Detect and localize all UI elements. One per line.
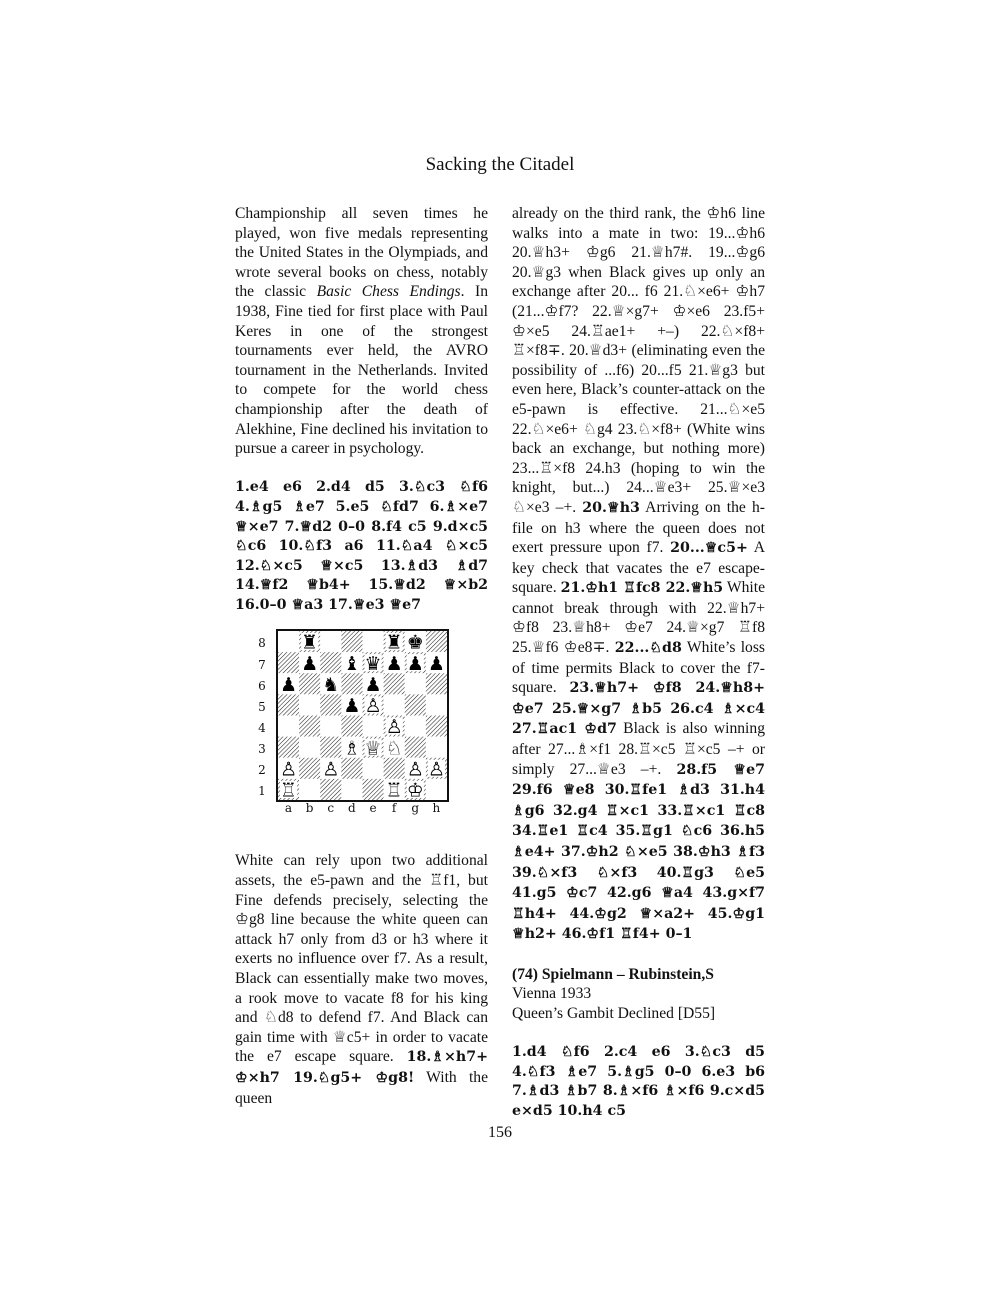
square-d6 bbox=[341, 674, 362, 695]
game-title: (74) Spielmann – Rubinstein,S bbox=[512, 965, 714, 983]
move-21-22: 21.♔h1 ♖fc8 22.♕h5 bbox=[560, 580, 724, 597]
square-e1 bbox=[363, 779, 384, 800]
square-c3 bbox=[320, 737, 341, 758]
piece-e3: ♕ bbox=[364, 737, 382, 760]
left-column bbox=[235, 204, 488, 1108]
square-a8 bbox=[278, 631, 299, 652]
piece-e6: ♟ bbox=[364, 674, 382, 697]
file-label-b: b bbox=[305, 801, 314, 816]
square-f5 bbox=[384, 695, 405, 716]
square-h8 bbox=[426, 631, 447, 652]
game-opening: Queen’s Gambit Declined [D55] bbox=[512, 1004, 716, 1022]
note-22-black: White’s loss of time permits Black to cover the f7-square. bbox=[512, 639, 765, 697]
square-a5 bbox=[278, 695, 299, 716]
file-label-c: c bbox=[327, 801, 335, 816]
piece-h7: ♟ bbox=[427, 653, 445, 676]
file-label-e: e bbox=[369, 801, 377, 816]
intro-text-a: Championship all seven times he played, won five medals representing the United States in the Olympiads, and wrote several books on chess, notably the classic bbox=[235, 205, 488, 301]
move-20-black: 20...♕c5+ bbox=[670, 540, 748, 557]
game-header bbox=[512, 965, 765, 1024]
rank-label-4: 4 bbox=[258, 720, 266, 735]
file-label-f: f bbox=[391, 801, 397, 816]
right-column bbox=[512, 204, 765, 1121]
analysis-tail: With the queen bbox=[235, 1069, 488, 1107]
piece-d5: ♟ bbox=[343, 695, 361, 718]
move-22-black: 22...♘d8 bbox=[614, 640, 682, 657]
square-h3 bbox=[426, 737, 447, 758]
file-label-d: d bbox=[348, 801, 356, 816]
square-a3 bbox=[278, 737, 299, 758]
square-f6 bbox=[384, 674, 405, 695]
chess-board bbox=[276, 629, 449, 802]
analysis-text: White can rely upon two additional assets, the e5-pawn and the ♖f1, but Fine defends precisely, selecting the ♔g8 line because the white queen can attack h7 only from d3 or h3 where it exerts no influence over f7. As a result, Black can essentially make two moves, a rook move to vacate f8 for his king and ♘d8 to defend f7. And Black can gain time with ♕c5+ in order to vacate the e7 escape square. bbox=[235, 852, 488, 1066]
piece-f4: ♙ bbox=[385, 716, 403, 739]
piece-f1: ♖ bbox=[385, 779, 403, 801]
square-b1 bbox=[299, 779, 320, 800]
square-d8 bbox=[341, 631, 362, 652]
piece-f8: ♜ bbox=[385, 632, 403, 655]
piece-a2: ♙ bbox=[280, 758, 298, 781]
intro-paragraph bbox=[235, 204, 488, 459]
square-g5 bbox=[405, 695, 426, 716]
square-h4 bbox=[426, 716, 447, 737]
square-d1 bbox=[341, 779, 362, 800]
square-e4 bbox=[363, 716, 384, 737]
piece-g1: ♔ bbox=[406, 779, 424, 801]
file-label-g: g bbox=[411, 801, 420, 816]
piece-f3: ♘ bbox=[385, 737, 403, 760]
piece-g7: ♟ bbox=[406, 653, 424, 676]
square-b6 bbox=[299, 674, 320, 695]
piece-h2: ♙ bbox=[427, 758, 445, 781]
square-b5 bbox=[299, 695, 320, 716]
square-a7 bbox=[278, 653, 299, 674]
move-28-46: 28.f5 ♕e7 29.f6 ♕e8 30.♖fe1 ♗d3 31.h4 ♗g6 32.g4 ♖×c1 33.♖×c1 ♖c8 34.♖e1 ♖c4 35.♖g1 ♘c6 36.h5 ♗e4+ 37.♔h2 ♘×e5 38.♔h3 ♗f3 39.♘×f3 ♘×f3 40.♖g3 ♘e5 41.g5 ♔c7 42.g6 ♕a4 43.g×f7 ♖h4+ 44.♔g2 ♕×a2+ 45.♔g1 ♕h2+ 46.♔f1 ♖f4+ 0–1 bbox=[512, 761, 765, 943]
rank-label-5: 5 bbox=[258, 699, 266, 714]
page-number: 156 bbox=[488, 1124, 512, 1141]
piece-a6: ♟ bbox=[280, 674, 298, 697]
square-d2 bbox=[341, 758, 362, 779]
analysis-moves: 18.♗×h7+ ♔×h7 19.♘g5+ ♔g8! bbox=[235, 1049, 488, 1086]
square-e2 bbox=[363, 758, 384, 779]
piece-b8: ♜ bbox=[301, 632, 319, 655]
running-head: Sacking the Citadel bbox=[425, 154, 575, 175]
piece-e5: ♙ bbox=[364, 695, 382, 718]
square-g4 bbox=[405, 716, 426, 737]
square-d4 bbox=[341, 716, 362, 737]
rank-label-1: 1 bbox=[258, 784, 266, 799]
square-h5 bbox=[426, 695, 447, 716]
chess-diagram bbox=[235, 623, 488, 843]
game-moves-opening: 1.e4 e6 2.d4 d5 3.♘c3 ♘f6 4.♗g5 ♗e7 5.e5 ♘fd7 6.♗×e7 ♕×e7 7.♕d2 0–0 8.f4 c5 9.d×c5 ♘c6 10.♘f3 a6 11.♘a4 ♘×c5 12.♘×c5 ♕×c5 13.♗d3 ♗d7 14.♕f2 ♕b4+ 15.♕d2 ♕×b2 16.0–0 ♕a3 17.♕e3 ♕e7 bbox=[235, 479, 488, 613]
game-moves-74: 1.d4 ♘f6 2.c4 e6 3.♘c3 d5 4.♘f3 ♗e7 5.♗g5 0–0 6.e3 b6 7.♗d3 ♗b7 8.♗×f6 ♗×f6 9.c×d5 e×d5 10.h4 c5 bbox=[512, 1043, 765, 1119]
square-b2 bbox=[299, 758, 320, 779]
square-g6 bbox=[405, 674, 426, 695]
square-h6 bbox=[426, 674, 447, 695]
note-20-black: A key check that vacates the e7 escape-square. bbox=[512, 539, 765, 597]
square-c5 bbox=[320, 695, 341, 716]
piece-d7: ♝ bbox=[343, 653, 361, 676]
square-b4 bbox=[299, 716, 320, 737]
rank-label-2: 2 bbox=[258, 763, 266, 778]
move-20: 20.♕h3 bbox=[582, 499, 640, 516]
rank-label-3: 3 bbox=[258, 742, 266, 757]
piece-c2: ♙ bbox=[322, 758, 340, 781]
square-b3 bbox=[299, 737, 320, 758]
analysis-paragraph bbox=[235, 851, 488, 1108]
square-c7 bbox=[320, 653, 341, 674]
file-label-a: a bbox=[284, 801, 293, 816]
note-22: White cannot break through with 22.♕h7+ ♔f8 23.♕h8+ ♔e7 24.♕×g7 ♖f8 25.♕f6 ♔e8∓. bbox=[512, 579, 766, 657]
piece-d3: ♗ bbox=[343, 737, 361, 760]
file-label-h: h bbox=[432, 801, 441, 816]
piece-g2: ♙ bbox=[406, 758, 424, 781]
square-c1 bbox=[320, 779, 341, 800]
piece-e7: ♛ bbox=[364, 653, 382, 676]
square-g3 bbox=[405, 737, 426, 758]
square-c8 bbox=[320, 631, 341, 652]
piece-f7: ♟ bbox=[385, 653, 403, 676]
rank-label-6: 6 bbox=[258, 678, 266, 693]
variation-paragraph bbox=[512, 204, 765, 945]
variation-text: already on the third rank, the ♔h6 line walks into a mate in two: 19...♔h6 20.♕h3+ ♔g6 21.♕h7#. 19...♔g6 20.♕g3 when Black gives up only an exchange after 20... f6 21.♘×e6+ ♔h7 (21...♔f7? 22.♕×g7+ ♔×e6 23.f5+ ♔×e5 24.♖ae1+ +–) 22.♘×f8+ ♖×f8∓. 20.♕d3+ (eliminating even the possibility of ...f6) 20...f5 21.♕g3 but even here, Black’s counter-attack on the e5-pawn is effective. 21...♘×e5 22.♘×e6+ ♘g4 23.♘×f8+ (White wins back an exchange, but nothing more) 23...♖×f8 24.h3 (hoping to win the knight, but...) 24...♕e3+ 25.♕×e3 ♘×e3 –+. bbox=[512, 205, 765, 516]
note-20: Arriving on the h-file on h3 where the queen does not exert pressure upon f7. bbox=[512, 498, 765, 557]
game-venue: Vienna 1933 bbox=[512, 985, 592, 1003]
square-c4 bbox=[320, 716, 341, 737]
note-27: Black is also winning after 27...♗×f1 28.♖×c5 ♖×c5 –+ or simply 27...♕e3 –+. bbox=[512, 720, 765, 778]
square-e8 bbox=[363, 631, 384, 652]
piece-c6: ♞ bbox=[322, 674, 340, 697]
piece-g8: ♚ bbox=[406, 632, 424, 655]
intro-text-b: . In 1938, Fine tied for first place with Paul Keres in one of the strongest tournaments ever held, the AVRO tournament in the Netherlands. Invited to compete for the world chess championship after the death of Alekhine, Fine declined his invitation to pursue a career in psychology. bbox=[235, 283, 488, 458]
square-f2 bbox=[384, 758, 405, 779]
book-title: Basic Chess Endings bbox=[316, 283, 461, 301]
rank-label-8: 8 bbox=[258, 636, 266, 651]
square-a4 bbox=[278, 716, 299, 737]
piece-b7: ♟ bbox=[301, 653, 319, 676]
piece-a1: ♖ bbox=[280, 779, 298, 801]
square-h1 bbox=[426, 779, 447, 800]
move-23-27: 23.♕h7+ ♔f8 24.♕h8+ ♔e7 25.♕×g7 ♗b5 26.c4 ♗×c4 27.♖ac1 ♔d7 bbox=[512, 680, 765, 738]
rank-label-7: 7 bbox=[258, 657, 266, 672]
